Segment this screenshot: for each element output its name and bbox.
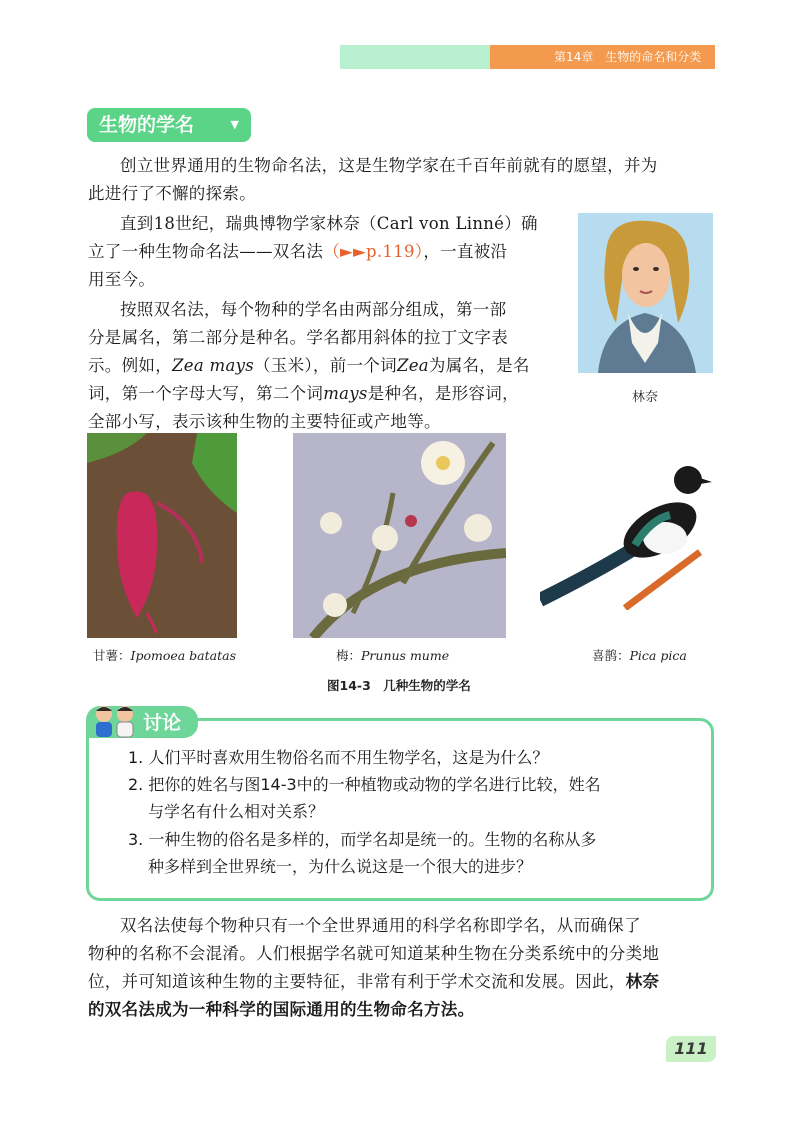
discussion-question-1: 1. 人们平时喜欢用生物俗名而不用生物学名，这是为什么？ [128,748,549,767]
paragraph-line: 示。例如，Zea mays（玉米），前一个词Zea为属名，是名 [88,356,530,375]
section-title-text: 生物的学名 [99,114,195,136]
paragraph-line: 用至今。 [88,270,156,289]
paragraph-line: 按照双名法，每个物种的学名由两部分组成，第一部 [120,300,507,319]
discussion-question-2-cont: 与学名有什么相对关系？ [148,802,325,821]
figure-caption-magpie: 喜鹊：Pica pica [592,648,687,663]
paragraph-line: 立了一种生物命名法——双名法（►►p.119），一直被沿 [88,242,508,261]
figure-caption-plum: 梅：Prunus mume [336,648,450,663]
paragraph-line: 分是属名，第二部分是种名。学名都用斜体的拉丁文字表 [88,328,508,347]
paragraph-line: 全部小写，表示该种生物的主要特征或产地等。 [88,412,441,431]
paragraph-line: 词，第一个字母大写，第二个词mays是种名，是形容词， [88,384,519,403]
chapter-header: 第14章 生物的命名和分类 [490,45,715,69]
sweet-potato-photo [87,433,237,638]
figure-caption-sweet-potato: 甘薯：Ipomoea batatas [93,648,237,663]
discussion-question-3-cont: 种多样到全世界统一，为什么说这是一个很大的进步？ [148,857,533,876]
portrait-caption: 林奈 [632,390,659,405]
discussion-question-3: 3. 一种生物的俗名是多样的，而学名却是统一的。生物的名称从多 [128,830,597,849]
discussion-title: 讨论 [143,712,182,734]
header-band-left [340,45,490,69]
discussion-question-2: 2. 把你的姓名与图14-3中的一种植物或动物的学名进行比较，姓名 [128,775,601,794]
page-reference-link[interactable]: （►►p.119） [323,242,424,261]
paragraph-line: 物种的名称不会混淆。人们根据学名就可知道某种生物在分类系统中的分类地 [88,944,660,963]
page-number: 111 [666,1036,716,1062]
plum-blossom-photo [293,433,506,638]
magpie-photo [540,460,715,610]
paragraph-line: 直到18世纪，瑞典博物学家林奈（Carl von Linné）确 [120,214,538,233]
linnaeus-portrait [578,213,713,373]
triangle-down-icon: ▼ [230,118,239,131]
paragraph-line: 双名法使每个物种只有一个全世界通用的科学名称即学名，从而确保了 [120,916,641,935]
paragraph-line: 此进行了不懈的探索。 [88,184,256,203]
section-title [87,108,251,142]
paragraph-line: 位，并可知道该种生物的主要特征，非常有利于学术交流和发展。因此，林奈 [88,972,660,991]
paragraph-line: 创立世界通用的生物命名法，这是生物学家在千百年前就有的愿望，并为 [120,156,658,175]
paragraph-line-bold: 的双名法成为一种科学的国际通用的生物命名方法。 [88,1000,475,1019]
students-icon [90,703,140,739]
figure-title: 图14-3 几种生物的学名 [327,678,471,693]
